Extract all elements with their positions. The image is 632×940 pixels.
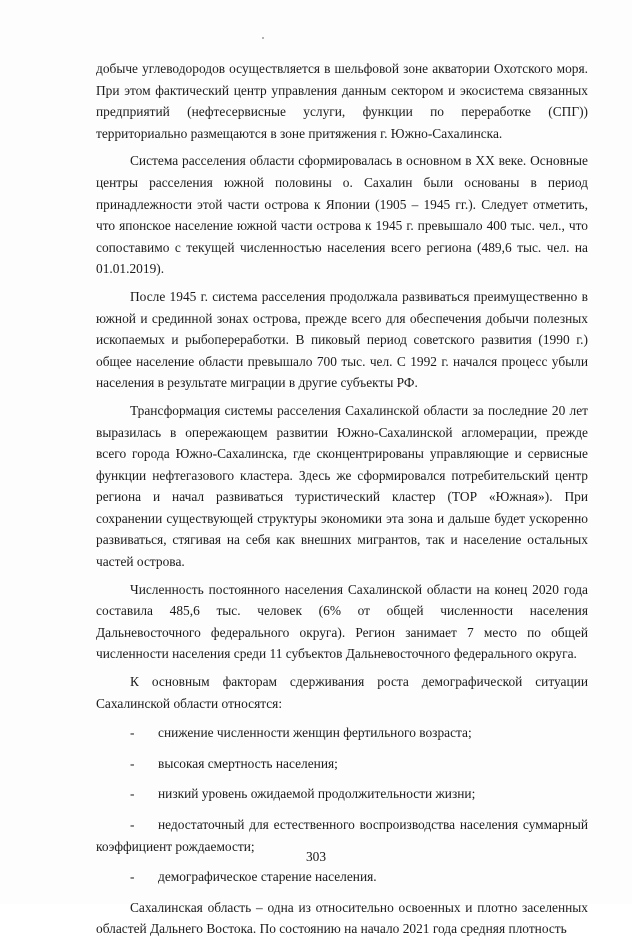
bullet-item-aging xyxy=(96,866,588,888)
bullet-text: высокая смертность населения; xyxy=(158,755,338,771)
bullet-text: демографическое старение населения. xyxy=(158,869,377,885)
paragraph-continuation: добыче углеводородов осуществляется в шельфовой зоне акватории Охотского моря. При этом фактический центр управления данным сектором и экосистема связанных предприятий (нефтесервисные услуги, функции по переработке (СПГ)) территориально размещаются в зоне притяжения г. Южно-Сахалинска. xyxy=(96,61,588,141)
paragraph-after-1945: После 1945 г. система расселения продолжала развиваться преимущественно в южной и срединной зонах острова, прежде всего для обеспечения добычи полезных ископаемых и рыбопереработки. В пиковый период советского развития (1990 г.) общее население области превышало 700 тыс. чел. С 1992 г. начался процесс убыли населения в результате миграции в другие субъекты РФ. xyxy=(96,288,588,391)
bullet-text: низкий уровень ожидаемой продолжительности жизни; xyxy=(158,786,476,802)
bullet-item-life-expectancy xyxy=(96,783,588,805)
paragraph-population: Численность постоянного населения Сахалинской области на конец 2020 года составила 485,6 тыс. человек (6% от общей численности населения Дальневосточного федерального округа). Регион занимает 7 место по общей численности населения среди 11 субъектов Дальневосточного федерального округа. xyxy=(96,581,588,662)
page-number: 303 xyxy=(305,849,327,864)
paragraph-transformation: Трансформация системы расселения Сахалинской области за последние 20 лет выразилась в опережающем развитии Южно-Сахалинской агломерации, прежде всего города Южно-Сахалинска, где сконцентрированы управляющие и сервисные функции нефтегазового кластера. Здесь же сформировался потребительский центр региона и начал развиваться туристический кластер (ТОР «Южная»). При сохранении существующей структуры экономики эта зона и дальше будет ускоренно развиваться, стягивая на себя как внешних мигрантов, так и население остальных частей острова. xyxy=(96,402,588,570)
paragraph-closing: Сахалинская область – одна из относительно освоенных и плотно заселенных областей Дальнего Востока. По состоянию на начало 2021 года средняя плотность xyxy=(96,899,588,937)
bullet-text: снижение численности женщин фертильного возраста; xyxy=(158,725,472,741)
bullet-item-mortality xyxy=(96,753,588,775)
document-body xyxy=(96,58,588,940)
paragraph-factors-intro: К основным факторам сдерживания роста демографической ситуации Сахалинской области относятся: xyxy=(96,674,588,711)
bullet-item-fertile-women xyxy=(96,722,588,744)
bullet-dash: - xyxy=(130,725,135,741)
bullet-dash: - xyxy=(130,869,135,885)
bullet-text: недостаточный для естественного воспроизводства населения суммарный коэффициент рождаемости; xyxy=(96,817,588,854)
scan-speck xyxy=(262,37,264,39)
bullet-dash: - xyxy=(130,817,135,832)
bullet-dash: - xyxy=(130,786,135,802)
bullet-dash: - xyxy=(130,755,135,771)
paragraph-settlement-system: Система расселения области сформировалась в основном в XX веке. Основные центры расселения южной половины о. Сахалин были основаны в период принадлежности этой части острова к Японии (1905 – 1945 гг.). Следует отметить, что японское население южной части острова к 1945 г. превышало 400 тыс. чел., что сопоставимо с текущей численностью населения всего региона (489,6 тыс. чел. на 01.01.2019). xyxy=(96,153,588,277)
